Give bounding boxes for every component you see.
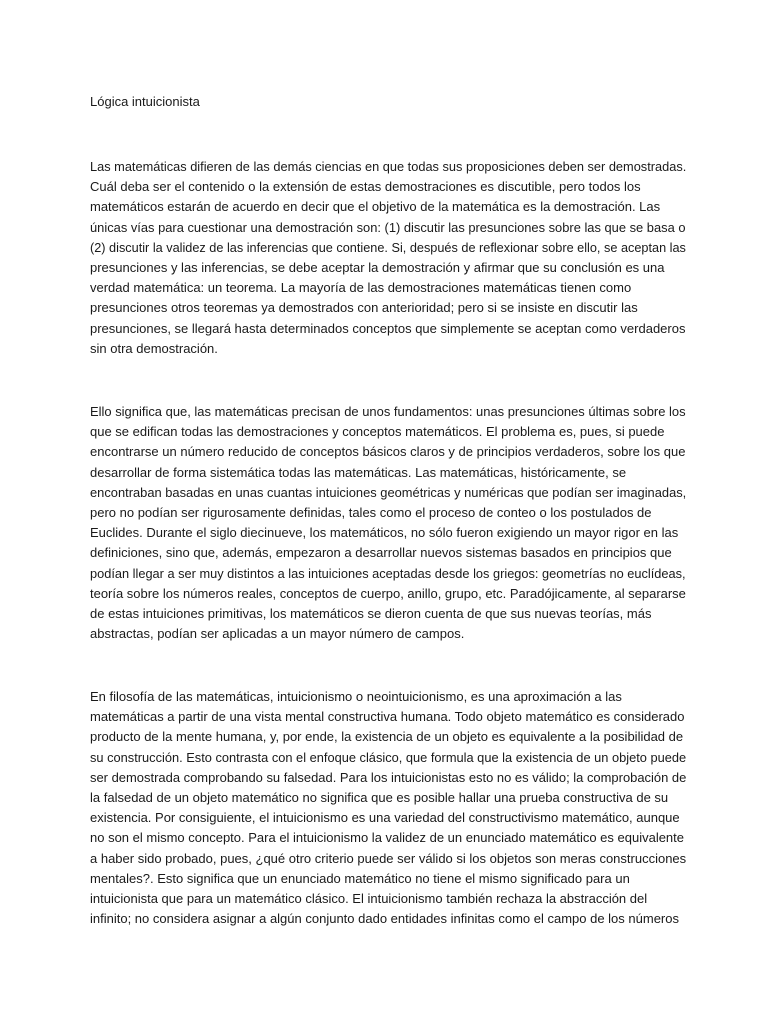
text-line: encontrarse un número reducido de conceptos básicos claros y de principios verdaderos, sobre los que bbox=[90, 444, 686, 460]
text-line: producto de la mente humana, y, por ende, la existencia de un objeto es equivalente a la posibilidad de bbox=[90, 729, 684, 745]
text-line: sin otra demostración. bbox=[90, 340, 218, 356]
text-line: matemáticos estarán de acuerdo en decir que el objetivo de la matemática es la demostración. Las bbox=[90, 199, 661, 215]
text-line: existencia. Por consiguiente, el intuicionismo es una variedad del constructivismo matemático, aunque bbox=[90, 810, 680, 826]
text-line: desarrollar de forma sistemática todas las matemáticas. Las matemáticas, históricamente, se bbox=[90, 464, 627, 480]
text-line: infinito; no considera asignar a algún conjunto dado entidades infinitas como el campo de los números bbox=[90, 911, 679, 927]
text-line: teoría sobre los números reales, conceptos de cuerpo, anillo, grupo, etc. Paradójicamente, al separarse bbox=[90, 585, 686, 601]
paragraph-3 bbox=[90, 687, 686, 929]
text-line: pero no podían ser rigurosamente definidas, tales como el proceso de conteo o los postulados de bbox=[90, 505, 652, 521]
text-line: presunciones y las inferencias, se debe aceptar la demostración y afirmar que su conclusión es una bbox=[90, 260, 665, 276]
text-line: abstractas, podían ser aplicadas a un mayor número de campos. bbox=[90, 626, 465, 642]
text-line: verdad matemática: un teorema. La mayoría de las demostraciones matemáticas tienen como bbox=[90, 280, 632, 296]
text-line: Cuál deba ser el contenido o la extensión de estas demostraciones es discutible, pero todos los bbox=[90, 179, 641, 195]
paragraph-1 bbox=[90, 157, 686, 359]
text-line: la falsedad de un objeto matemático no significa que es posible hallar una prueba constructiva de su bbox=[90, 790, 669, 806]
text-line: su construcción. Esto contrasta con el enfoque clásico, que formula que la existencia de un objeto puede bbox=[90, 749, 687, 765]
text-line: a haber sido probado, pues, ¿qué otro criterio puede ser válido si los objetos son meras construcciones bbox=[90, 850, 687, 866]
text-line: definiciones, sino que, además, empezaron a desarrollar nuevos sistemas basados en principios que bbox=[90, 545, 672, 561]
document-title: Lógica intuicionista bbox=[90, 94, 200, 109]
text-line: Euclides. Durante el siglo diecinueve, los matemáticos, no sólo fueron exigiendo un mayor rigor en las bbox=[90, 525, 679, 541]
text-line: mentales?. Esto significa que un enunciado matemático no tiene el mismo significado para un bbox=[90, 870, 630, 886]
text-line: únicas vías para cuestionar una demostración son: (1) discutir las presunciones sobre las que se basa o bbox=[90, 219, 686, 235]
text-line: Ello significa que, las matemáticas precisan de unos fundamentos: unas presunciones últimas sobre los bbox=[90, 404, 686, 419]
text-line: encontraban basadas en unas cuantas intuiciones geométricas y numéricas que podían ser imaginadas, bbox=[90, 484, 687, 500]
text-line: podían llegar a ser muy distintos a las intuiciones aceptadas desde los griegos: geometrías no euclídeas, bbox=[90, 565, 686, 581]
text-line: matemáticas a partir de una vista mental constructiva humana. Todo objeto matemático es considerado bbox=[90, 709, 685, 725]
text-line: intuicionista que para un matemático clásico. El intuicionismo también rechaza la abstracción del bbox=[90, 891, 648, 907]
text-line: (2) discutir la validez de las inferencias que contiene. Si, después de reflexionar sobre ello, se aceptan las bbox=[90, 239, 686, 255]
text-line: presunciones otros teoremas ya demostrados con anterioridad; pero si se insiste en discutir las bbox=[90, 300, 638, 316]
text-line: que se edifican todas las demostraciones y conceptos matemáticos. El problema es, pues, si puede bbox=[90, 424, 665, 440]
text-line: no son el mismo concepto. Para el intuicionismo la validez de un enunciado matemático es equivalente bbox=[90, 830, 685, 846]
paragraph-2 bbox=[90, 402, 686, 644]
text-line: de estas intuiciones primitivas, los matemáticos se dieron cuenta de que sus nuevas teorías, más bbox=[90, 606, 652, 622]
text-line: presunciones, se llegará hasta determinados conceptos que simplemente se aceptan como verdaderos bbox=[90, 320, 686, 336]
text-line: Las matemáticas difieren de las demás ciencias en que todas sus proposiciones deben ser demostradas. bbox=[90, 159, 687, 174]
text-line: En filosofía de las matemáticas, intuicionismo o neointuicionismo, es una aproximación a las bbox=[90, 689, 622, 704]
text-line: ser demostrada comprobando su falsedad. Para los intuicionistas esto no es válido; la comprobación de bbox=[90, 769, 687, 785]
